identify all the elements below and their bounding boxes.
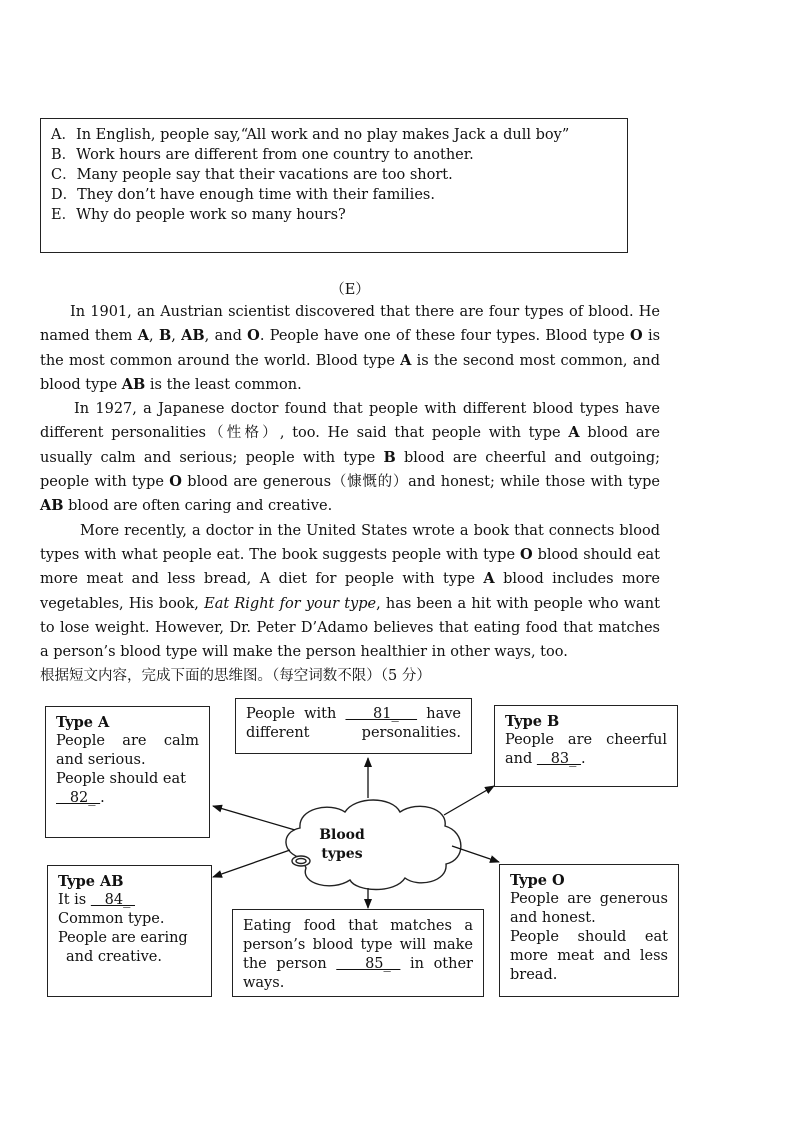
box-top: People with 81_ have different personalities. bbox=[235, 698, 472, 754]
box-type-o: Type O People are generous and honest. People should eat more meat and less bread. bbox=[499, 864, 679, 997]
box-bottom: Eating food that matches a person’s blood type will make the person 85_ in other ways. bbox=[232, 909, 484, 997]
option-b: B．Work hours are different from one country to another. bbox=[51, 147, 474, 163]
option-c: C．Many people say that their vacations are too short. bbox=[51, 167, 453, 183]
option-d: D．They don’t have enough time with their families. bbox=[51, 187, 435, 203]
option-e: E．Why do people work so many hours? bbox=[51, 207, 346, 223]
paragraph-2: In 1927, a Japanese doctor found that people with different blood types have different personalities（性格）, too. He said that people with type A blood are usually calm and serious; people with type B blood are cheerful and outgoing; people with type O blood are generous（慷慨的）and honest; while those with type AB blood are often caring and creative. bbox=[40, 401, 660, 515]
paragraph-1: In 1901, an Austrian scientist discovered that there are four types of blood. He named them A, B, AB, and O. People have one of these four types. Blood type O is the most common around the world. Blood type A is the second most common, and blood type AB is the least common. bbox=[40, 304, 661, 393]
arrow-type-a bbox=[213, 806, 295, 830]
blank-84: 84_ bbox=[90, 892, 135, 908]
center-label: Blood types bbox=[319, 827, 365, 862]
blank-81: 81_ bbox=[345, 706, 418, 722]
blank-83: 83_ bbox=[536, 751, 582, 767]
section-label: （E） bbox=[330, 282, 370, 298]
arrow-type-ab bbox=[213, 850, 290, 877]
box-type-b: Type B People are cheerful and 83_ . bbox=[494, 705, 678, 787]
box-type-a: Type A People are calm and serious. People should eat 82_ . bbox=[45, 706, 210, 838]
arrow-type-b bbox=[444, 786, 494, 815]
instruction: 根据短文内容，完成下面的思维图。（每空词数不限）（5 分） bbox=[40, 668, 431, 685]
blank-85: 85_ bbox=[336, 956, 401, 972]
blank-82: 82_ bbox=[56, 790, 101, 806]
box-type-ab: Type AB It is 84_ Common type. People are earing and creative. bbox=[47, 865, 212, 997]
option-a: A．In English, people say,“All work and no play makes Jack a dull boy” bbox=[51, 127, 570, 143]
paragraph-3: More recently, a doctor in the United States wrote a book that connects blood types with what people eat. The book suggests people with type O blood should eat more meat and less bread, A diet for people with type A blood includes more vegetables, His book, Eat Right for your type, has been a hit with people who want to lose weight. However, Dr. Peter D’Adamo believes that eating food that matches a person’s blood type will make the person healthier in other ways, too. bbox=[40, 522, 660, 661]
